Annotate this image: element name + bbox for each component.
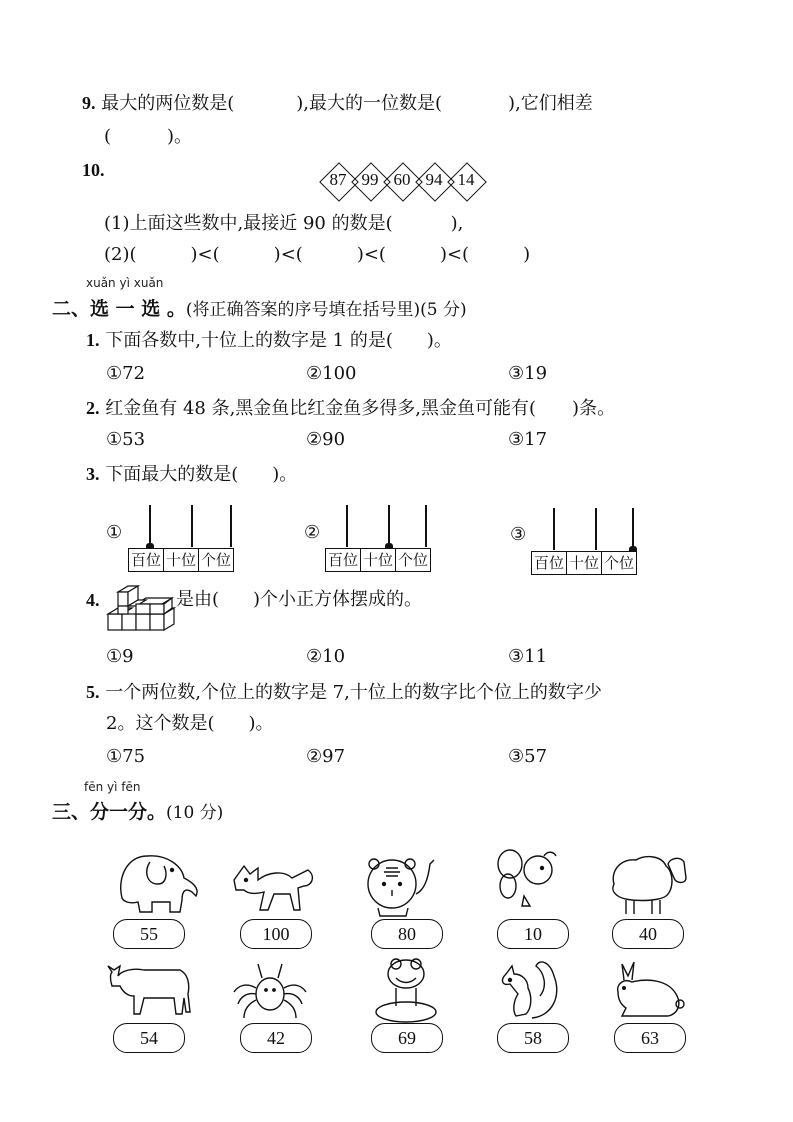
question-number: 9. bbox=[82, 93, 96, 113]
diamond-value: 94 bbox=[425, 170, 443, 189]
ones-rod bbox=[230, 505, 232, 547]
place-value-table: 百位 十位 个位 bbox=[531, 551, 637, 575]
squirrel-icon bbox=[492, 956, 582, 1026]
number-tag[interactable]: 63 bbox=[614, 1023, 686, 1053]
place-value-table: 百位 十位 个位 bbox=[325, 548, 431, 572]
rabbit-icon bbox=[608, 960, 698, 1030]
option-2[interactable]: ②90 bbox=[306, 429, 346, 450]
number-tag[interactable]: 69 bbox=[371, 1023, 443, 1053]
bee-icon bbox=[490, 848, 580, 918]
option-2[interactable]: ②97 bbox=[306, 746, 346, 767]
question-10-sub2: (2)( )<( )<( )<( )<( ) bbox=[104, 244, 531, 265]
hundreds-rod bbox=[346, 505, 348, 547]
diamond-value: 99 bbox=[361, 170, 379, 189]
number-tag[interactable]: 100 bbox=[240, 919, 312, 949]
number-tag[interactable]: 58 bbox=[497, 1023, 569, 1053]
elephant-icon bbox=[112, 848, 202, 918]
ox-icon bbox=[104, 956, 194, 1026]
frog-icon bbox=[366, 956, 456, 1026]
abacus-figure-2 bbox=[325, 505, 451, 575]
question-9: 9. 最大的两位数是( ),最大的一位数是( ),它们相差 bbox=[82, 93, 593, 114]
number-tag[interactable]: 80 bbox=[371, 919, 443, 949]
hundreds-rod bbox=[149, 505, 151, 547]
ones-rod bbox=[425, 505, 427, 547]
diamond-value: 14 bbox=[457, 170, 475, 189]
question-9-line2: ( )。 bbox=[104, 126, 193, 147]
sheep-icon bbox=[606, 850, 696, 920]
number-tag[interactable]: 55 bbox=[113, 919, 185, 949]
choice-question-3: 3. 下面最大的数是( )。 bbox=[86, 464, 298, 485]
choice-question-4: 是由( )个小正方体摆成的。 bbox=[176, 589, 423, 610]
abacus-option-2-label[interactable]: ② bbox=[304, 522, 321, 543]
abacus-figure-1 bbox=[128, 505, 254, 575]
fox-icon bbox=[228, 850, 318, 920]
choice-question-2: 2. 红金鱼有 48 条,黑金鱼比红金鱼多得多,黑金鱼可能有( )条。 bbox=[86, 398, 616, 419]
choice-question-1: 1. 下面各数中,十位上的数字是 1 的是( )。 bbox=[86, 330, 452, 351]
section-2-heading: 二、选 一 选 。(将正确答案的序号填在括号里)(5 分) bbox=[52, 298, 467, 320]
option-3[interactable]: ③17 bbox=[508, 429, 548, 450]
option-1[interactable]: ①9 bbox=[106, 646, 134, 667]
section-2-pinyin: xuǎn yì xuǎn bbox=[86, 276, 164, 290]
option-3[interactable]: ③11 bbox=[508, 646, 548, 667]
option-1[interactable]: ①75 bbox=[106, 746, 146, 767]
number-tag[interactable]: 10 bbox=[497, 919, 569, 949]
option-1[interactable]: ①53 bbox=[106, 429, 146, 450]
choice-question-5-line2: 2。这个数是( )。 bbox=[106, 713, 274, 734]
option-2[interactable]: ②10 bbox=[306, 646, 346, 667]
tens-rod bbox=[388, 505, 390, 547]
tiger-icon bbox=[358, 850, 448, 920]
question-10-sub1: (1)上面这些数中,最接近 90 的数是( ), bbox=[104, 213, 464, 234]
diamond-value: 87 bbox=[329, 170, 347, 189]
option-1[interactable]: ①72 bbox=[106, 363, 146, 384]
diamond-value: 60 bbox=[393, 170, 411, 189]
tens-rod bbox=[595, 508, 597, 550]
choice-question-4-number: 4. bbox=[86, 590, 100, 610]
number-tag[interactable]: 54 bbox=[113, 1023, 185, 1053]
option-2[interactable]: ②100 bbox=[306, 363, 357, 384]
crab-icon bbox=[230, 958, 320, 1028]
option-3[interactable]: ③57 bbox=[508, 746, 548, 767]
ones-rod bbox=[632, 508, 634, 550]
section-2-note: (将正确答案的序号填在括号里)(5 分) bbox=[185, 300, 467, 320]
section-3-heading: 三、分一分。(10 分) bbox=[52, 801, 224, 823]
option-3[interactable]: ③19 bbox=[508, 363, 548, 384]
cubes-figure bbox=[106, 584, 176, 636]
section-3-note: (10 分) bbox=[166, 803, 224, 823]
question-10-number: 10. bbox=[82, 160, 105, 180]
abacus-figure-3 bbox=[531, 508, 657, 578]
hundreds-rod bbox=[553, 508, 555, 550]
question-text: 最大的两位数是( bbox=[101, 93, 235, 114]
section-3-pinyin: fēn yì fēn bbox=[84, 780, 141, 794]
abacus-option-1-label[interactable]: ① bbox=[106, 522, 123, 543]
tens-rod bbox=[191, 505, 193, 547]
number-tag[interactable]: 40 bbox=[612, 919, 684, 949]
place-value-table: 百位 十位 个位 bbox=[128, 548, 234, 572]
abacus-option-3-label[interactable]: ③ bbox=[510, 524, 527, 545]
number-tag[interactable]: 42 bbox=[240, 1023, 312, 1053]
choice-question-5: 5. 一个两位数,个位上的数字是 7,十位上的数字比个位上的数字少 bbox=[86, 682, 602, 703]
